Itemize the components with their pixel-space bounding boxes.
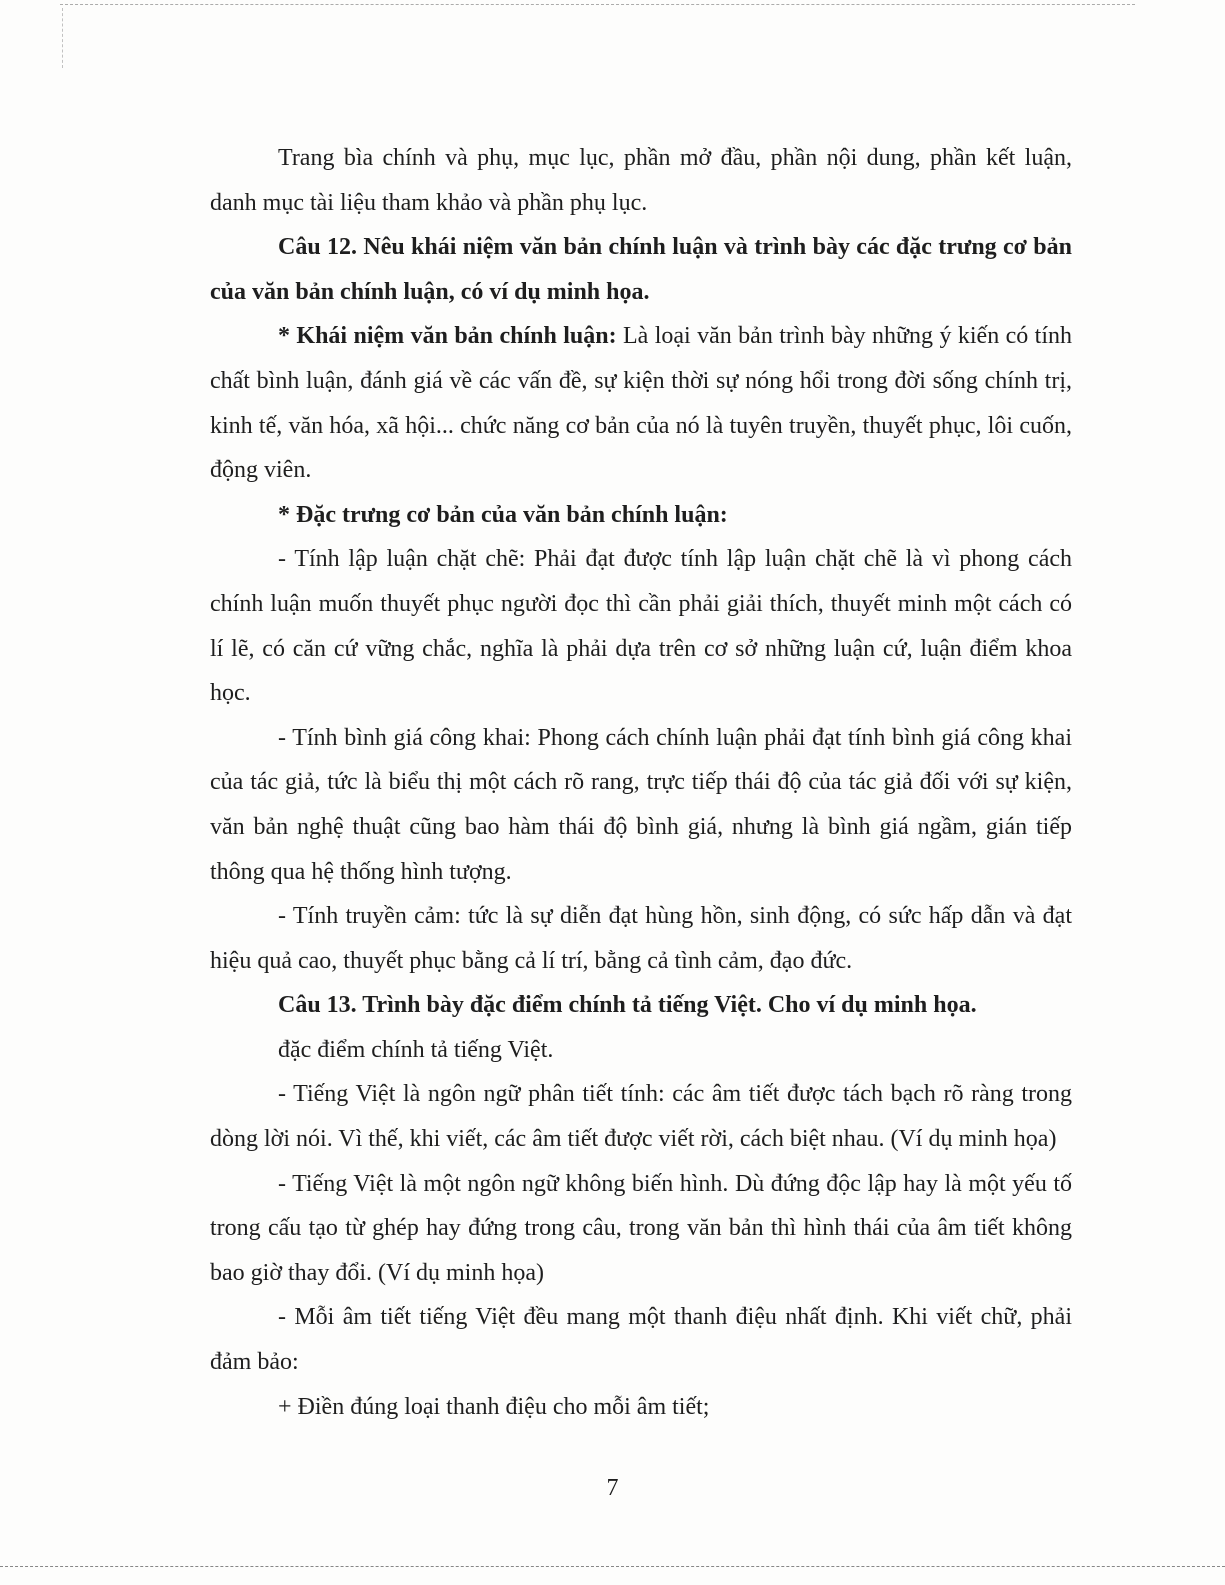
question-12-heading: Câu 12. Nêu khái niệm văn bản chính luận và trình bày các đặc trưng cơ bản của văn bản chính luận, có ví dụ minh họa. <box>210 234 1072 305</box>
spelling-intro: đặc điểm chính tả tiếng Việt. <box>278 1036 554 1063</box>
spelling-point-isolating: - Tiếng Việt là một ngôn ngữ không biến hình. Dù đứng độc lập hay là một yếu tố trong cấu tạo từ ghép hay đứng trong câu, trong văn bản thì hình thái của âm tiết không bao giờ thay đổi. (Ví dụ minh họa) <box>210 1170 1072 1286</box>
spelling-subpoint-tone-mark: + Điền đúng loại thanh điệu cho mỗi âm tiết; <box>278 1393 710 1420</box>
feature-expressiveness: - Tính truyền cảm: tức là sự diễn đạt hùng hồn, sinh động, có sức hấp dẫn và đạt hiệu quả cao, thuyết phục bằng cả lí trí, bằng cả tình cảm, đạo đức. <box>210 903 1072 974</box>
page-number: 7 <box>606 1475 619 1501</box>
scan-edge-top <box>60 4 1135 5</box>
question-13-heading: Câu 13. Trình bày đặc điểm chính tả tiếng Việt. Cho ví dụ minh họa. <box>278 992 977 1019</box>
scan-edge-left <box>62 8 63 68</box>
document-body <box>210 136 1072 1429</box>
scan-edge-bottom <box>0 1566 1225 1567</box>
concept-text: Là loại văn bản trình bày những ý kiến có tính chất bình luận, đánh giá về các vấn đề, sự kiện thời sự nóng hổi trong đời sống chính trị, kinh tế, văn hóa, xã hội... chức năng cơ bản của nó là tuyên truyền, thuyết phục, lôi cuốn, động viên. <box>210 323 1072 484</box>
feature-evaluation: - Tính bình giá công khai: Phong cách chính luận phải đạt tính bình giá công khai của tác giả, tức là biểu thị một cách rõ rang, trực tiếp thái độ của tác giả đối với sự kiện, văn bản nghệ thuật cũng bao hàm thái độ bình giá, nhưng là bình giá ngầm, gián tiếp thông qua hệ thống hình tượng. <box>210 724 1072 885</box>
paragraph-intro: Trang bìa chính và phụ, mục lục, phần mở đầu, phần nội dung, phần kết luận, danh mục tài liệu tham khảo và phần phụ lục. <box>210 145 1072 216</box>
feature-argument: - Tính lập luận chặt chẽ: Phải đạt được tính lập luận chặt chẽ là vì phong cách chính luận muốn thuyết phục người đọc thì cần phải giải thích, thuyết minh một cách có lí lẽ, có căn cứ vững chắc, nghĩa là phải dựa trên cơ sở những luận cứ, luận điểm khoa học. <box>210 546 1072 707</box>
spelling-point-syllabic: - Tiếng Việt là ngôn ngữ phân tiết tính: các âm tiết được tách bạch rõ ràng trong dòng lời nói. Vì thế, khi viết, các âm tiết được viết rời, cách biệt nhau. (Ví dụ minh họa) <box>210 1081 1072 1153</box>
concept-paragraph <box>210 314 1072 492</box>
features-heading: * Đặc trưng cơ bản của văn bản chính luận: <box>278 501 728 528</box>
spelling-point-tone: - Mỗi âm tiết tiếng Việt đều mang một thanh điệu nhất định. Khi viết chữ, phải đảm bảo: <box>210 1304 1072 1376</box>
concept-label: * Khái niệm văn bản chính luận: <box>278 323 617 350</box>
